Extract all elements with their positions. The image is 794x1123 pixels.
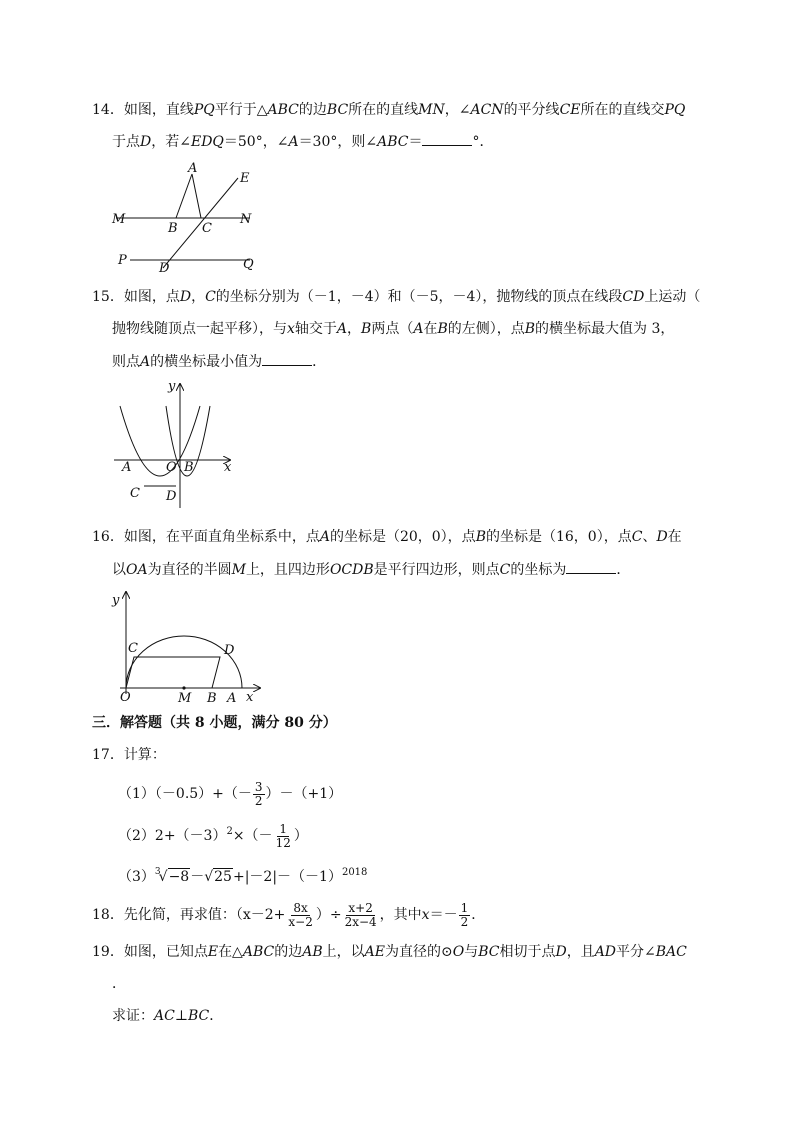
text: 如图，直线 — [123, 102, 194, 118]
fraction — [343, 902, 379, 929]
denominator: 12 — [275, 835, 291, 850]
math: ABC — [242, 944, 275, 960]
text: 在 — [667, 529, 682, 545]
text: 轴交于 — [294, 321, 337, 337]
denominator: x−2 — [288, 914, 313, 929]
text: 的横坐标最大值为 3， — [535, 321, 675, 337]
label-y: y — [168, 379, 176, 394]
text: 如图，点 — [123, 289, 180, 305]
numerator: x+2 — [348, 900, 373, 915]
q15-line1 — [92, 287, 700, 307]
text: 的坐标是（20，0），点 — [329, 529, 476, 545]
q17-part2 — [118, 818, 308, 850]
text: °． — [472, 134, 494, 150]
text: ⊥ — [174, 1008, 188, 1024]
math: O — [452, 944, 465, 960]
label-y: y — [112, 593, 120, 608]
text: 与 — [464, 944, 479, 960]
label-b: B — [207, 691, 217, 706]
math: B — [361, 321, 372, 337]
label-d: D — [166, 489, 177, 504]
math: ABC — [377, 134, 409, 150]
text: 相切于点 — [499, 944, 556, 960]
segment-ab — [176, 174, 192, 218]
text: 求证： — [112, 1008, 154, 1024]
label-o: O — [166, 460, 177, 475]
point-m — [182, 686, 185, 689]
label-c: C — [130, 486, 140, 501]
label-x: x — [224, 460, 232, 475]
q18-line — [92, 900, 485, 930]
math: CD — [622, 289, 645, 305]
text: 所在的直线 — [348, 102, 419, 118]
text: 平分∠ — [616, 944, 656, 960]
text: ）÷ — [315, 907, 342, 923]
math: OCDB — [329, 562, 374, 578]
q14-line1 — [92, 100, 685, 120]
math: MN — [418, 102, 445, 118]
text: ） — [293, 828, 308, 844]
math: A — [288, 134, 299, 150]
answer-blank[interactable] — [262, 351, 312, 366]
text: ，若∠ — [151, 134, 191, 150]
cube-root — [168, 867, 191, 887]
segment-ac — [192, 174, 201, 218]
math: C — [499, 562, 511, 578]
text: ， — [347, 321, 362, 337]
text: 为直径的半圆 — [147, 562, 232, 578]
text: 为直径的⊙ — [384, 944, 453, 960]
math: B — [524, 321, 536, 337]
q17-title — [92, 745, 166, 765]
text: 平行于△ — [214, 102, 268, 118]
text: 的坐标为 — [510, 562, 567, 578]
square-root — [213, 867, 233, 887]
q16-line1 — [92, 527, 682, 547]
label-q: Q — [243, 257, 254, 272]
text: 计算： — [123, 747, 166, 763]
q17-number: 17． — [92, 747, 124, 763]
text: 在△ — [218, 944, 243, 960]
label-b: B — [168, 221, 178, 236]
math: x — [287, 321, 295, 337]
math: PQ — [193, 102, 215, 118]
math: ACN — [470, 102, 504, 118]
text: 上，且四边形 — [245, 562, 330, 578]
text: ＝ — [408, 134, 423, 150]
label-o: O — [120, 690, 131, 705]
radicand: −8 — [168, 869, 190, 885]
q14-number: 14． — [92, 102, 124, 118]
radical-sign: √ — [158, 869, 168, 885]
text: 的左侧），点 — [447, 321, 525, 337]
text: ＝30°，则∠ — [298, 134, 378, 150]
text: 、 — [642, 529, 657, 545]
text: 于点 — [112, 134, 140, 150]
math: D — [179, 289, 192, 305]
label-m: M — [112, 212, 126, 227]
math: E — [207, 944, 219, 960]
q16-figure — [108, 588, 266, 706]
text: +|－2|－（－1） — [232, 869, 342, 885]
q19-line1 — [92, 942, 687, 962]
math: OA — [126, 562, 148, 578]
label-c: C — [202, 221, 212, 236]
math: AB — [302, 944, 323, 960]
math: BAC — [655, 944, 687, 960]
radicand: 25 — [214, 869, 232, 885]
math: B — [475, 529, 486, 545]
fraction — [274, 823, 293, 850]
text: 如图，在平面直角坐标系中，点 — [123, 529, 320, 545]
label-a: A — [122, 460, 132, 475]
label-e: E — [240, 171, 250, 186]
text: 抛物线随顶点一起平移），与 — [112, 321, 287, 337]
text: 所在的直线交 — [580, 102, 665, 118]
q15-line2 — [112, 319, 674, 339]
text: 在 — [423, 321, 438, 337]
text: 的坐标是（16，0），点 — [485, 529, 632, 545]
math: A — [336, 321, 348, 337]
text: ． — [616, 562, 631, 578]
text: 的平分线 — [503, 102, 560, 118]
text: ． — [312, 354, 327, 370]
text: 两点（ — [371, 321, 414, 337]
math: M — [231, 562, 246, 578]
q14-line2 — [112, 131, 493, 152]
math: A — [140, 354, 151, 370]
label-c: C — [128, 641, 138, 656]
text: （3） — [118, 869, 155, 885]
denominator: 2 — [460, 914, 469, 929]
exponent: 2018 — [341, 867, 368, 878]
q19-line2: ． — [112, 976, 126, 992]
answer-blank[interactable] — [566, 559, 616, 574]
text: ，其中 — [379, 907, 422, 923]
label-p: P — [118, 253, 127, 268]
text: 的坐标分别为（－1，－4）和（－5，－4），抛物线的顶点在线段 — [215, 289, 623, 305]
q16-number: 16． — [92, 529, 124, 545]
math: BC — [326, 102, 349, 118]
text: 如图，已知点 — [123, 944, 208, 960]
text: ＝50°，∠ — [223, 134, 289, 150]
section-heading: 三．解答题（共 8 小题，满分 80 分） — [92, 715, 337, 731]
math: ABC — [267, 102, 299, 118]
fraction — [459, 902, 471, 929]
math: BC — [478, 944, 500, 960]
text: 先化简，再求值：（x－2+ — [123, 907, 286, 923]
text: （1）（－0.5）+（－ — [118, 786, 252, 802]
q15-line3 — [112, 351, 326, 372]
math: D — [140, 134, 152, 150]
math: PQ — [664, 102, 686, 118]
math: C — [205, 289, 216, 305]
numerator: 1 — [460, 900, 469, 915]
text: 上运动（ — [644, 289, 701, 305]
q19-number: 19． — [92, 944, 124, 960]
numerator: 1 — [279, 821, 288, 836]
math: AD — [594, 944, 617, 960]
q16-line2 — [112, 559, 630, 580]
math: BC — [188, 1008, 210, 1024]
text: ，且 — [566, 944, 595, 960]
label-a: A — [188, 161, 198, 176]
math: A — [413, 321, 424, 337]
text: ×（－ — [232, 828, 273, 844]
math: D — [656, 529, 668, 545]
root-index: 3 — [154, 867, 161, 877]
answer-blank[interactable] — [422, 131, 472, 146]
math: AC — [154, 1008, 175, 1024]
q19-line3 — [112, 1006, 223, 1026]
text: ＝－ — [429, 907, 458, 923]
denominator: 2x−4 — [344, 914, 377, 929]
label-d: D — [224, 643, 235, 658]
numerator: 8x — [293, 900, 308, 915]
text: ）－（+1） — [265, 786, 343, 802]
text: 的横坐标最小值为 — [150, 354, 263, 370]
exponent: 2 — [226, 826, 233, 837]
q17-part1 — [118, 780, 342, 808]
numerator: 3 — [254, 779, 263, 794]
text: （2）2+（－3） — [118, 828, 227, 844]
text: 上，以 — [322, 944, 365, 960]
math: x — [421, 907, 430, 923]
label-n: N — [240, 212, 252, 227]
text: ． — [209, 1008, 224, 1024]
label-m: M — [178, 691, 192, 706]
text: － — [190, 869, 205, 885]
label-x: x — [246, 690, 254, 705]
text: 是平行四边形，则点 — [373, 562, 500, 578]
radical-sign: √ — [204, 869, 214, 885]
text: 的边 — [298, 102, 327, 118]
q14-figure — [108, 160, 260, 275]
q17-part3 — [118, 862, 367, 887]
math: EDQ — [190, 134, 224, 150]
text: 则点 — [112, 354, 140, 370]
math: D — [555, 944, 567, 960]
label-a: A — [227, 691, 237, 706]
label-d: D — [159, 261, 170, 275]
math: C — [631, 529, 643, 545]
fraction — [286, 902, 314, 929]
text: ． — [471, 907, 486, 923]
fraction — [253, 781, 265, 808]
label-b: B — [184, 460, 194, 475]
text: ， — [191, 289, 206, 305]
text: ，∠ — [444, 102, 471, 118]
text: 以 — [112, 562, 126, 578]
math: A — [319, 529, 330, 545]
q18-number: 18． — [92, 907, 124, 923]
math: CE — [559, 102, 581, 118]
text: 的边 — [274, 944, 303, 960]
math: B — [437, 321, 448, 337]
parallelogram-ocdb — [126, 657, 220, 688]
denominator: 2 — [254, 793, 263, 808]
math: AE — [364, 944, 385, 960]
q15-figure — [108, 378, 248, 510]
q15-number: 15． — [92, 289, 124, 305]
